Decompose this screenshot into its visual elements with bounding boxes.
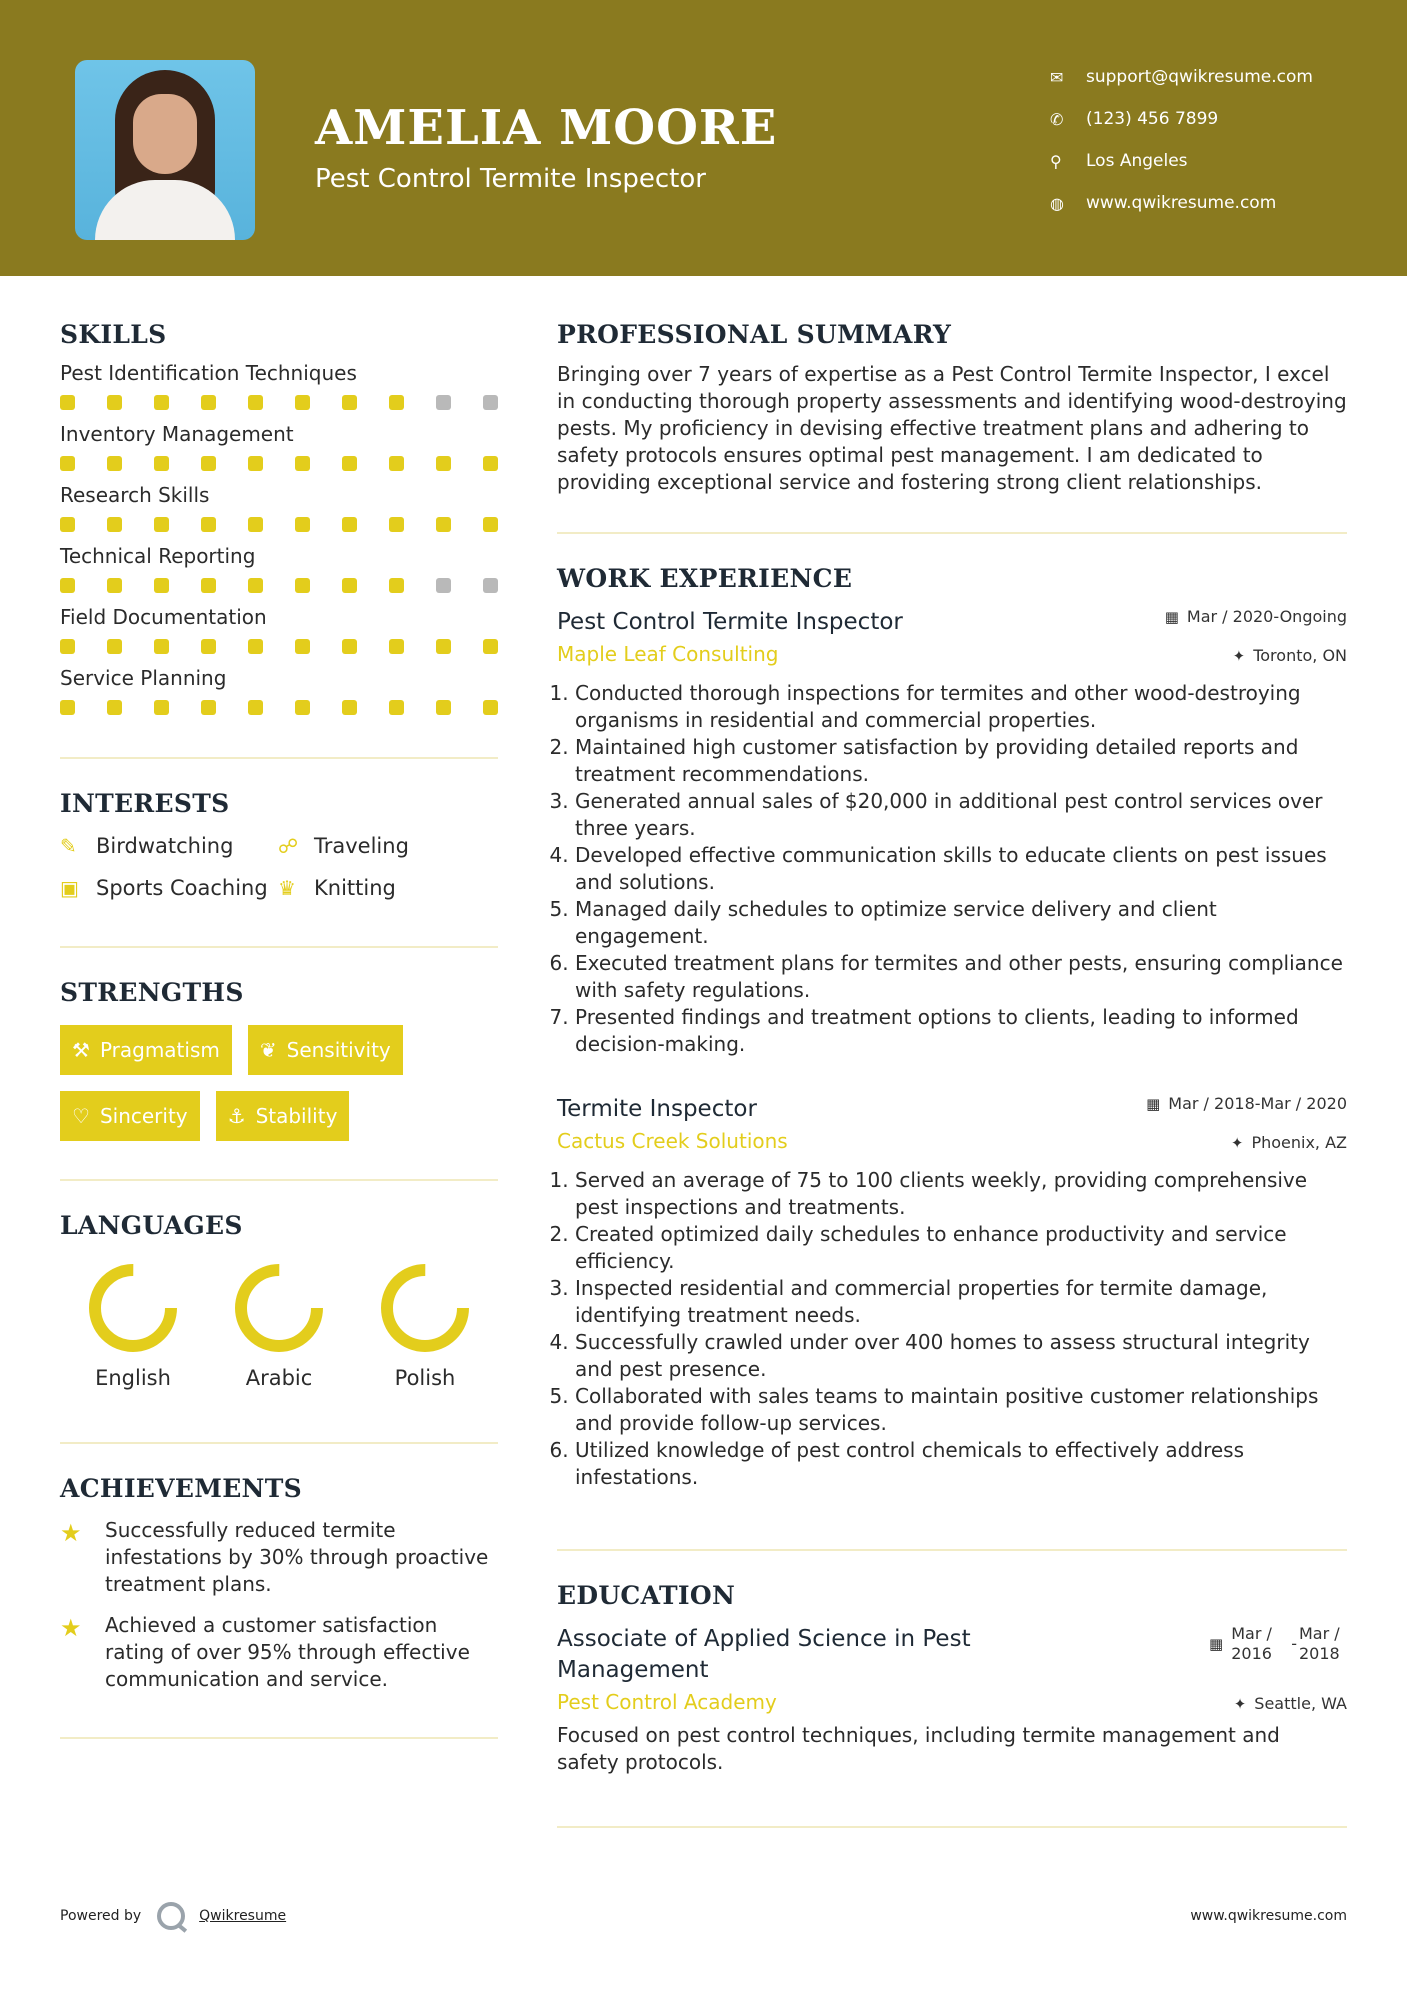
education-location <box>1234 1694 1347 1713</box>
skill-level-dot <box>248 700 263 715</box>
skill-level-dots <box>60 639 498 654</box>
interests-list <box>60 834 498 900</box>
skill-level-dot <box>295 700 310 715</box>
skill-level-dot <box>436 639 451 654</box>
resume-header <box>0 0 1407 276</box>
section-divider <box>60 1737 498 1739</box>
strength-label: Stability <box>255 1104 338 1128</box>
strengths-section <box>60 978 498 1141</box>
language-item <box>60 1260 206 1390</box>
job-location-text: Toronto, ON <box>1253 646 1347 665</box>
education-degree: Associate of Applied Science in Pest Management <box>557 1626 971 1683</box>
interest-label: Birdwatching <box>96 834 234 858</box>
skill-level-dot <box>483 456 498 471</box>
globe-icon: ◍ <box>1050 193 1064 213</box>
calendar-icon: ▦ <box>1164 607 1179 626</box>
skill-level-dot <box>342 639 357 654</box>
skill-level-dot <box>154 395 169 410</box>
skill-level-dots <box>60 517 498 532</box>
heart-icon: ♡ <box>72 1104 90 1128</box>
skill-level-dot <box>342 578 357 593</box>
summary-text: Bringing over 7 years of expertise as a Pest Control Termite Inspector, I excel in conducting thorough property assessments and identifying wood-destroying pests. My proficiency in devising effective treatment plans and adhering to safety protocols ensures optimal pest management. I am dedicated to providing exceptional service and fostering strong client relationships. <box>557 362 1347 494</box>
skill-level-dot <box>436 517 451 532</box>
job-dates-text: Mar / 2020-Ongoing <box>1186 607 1347 626</box>
skill-level-dot <box>60 456 75 471</box>
experience-section <box>557 564 1347 1491</box>
section-divider <box>557 1549 1347 1551</box>
skill-name: Service Planning <box>60 666 227 690</box>
pencil-square-icon: ✎ <box>60 834 77 858</box>
phone-icon: ✆ <box>1050 109 1064 129</box>
section-divider <box>60 757 498 759</box>
interest-label: Traveling <box>314 834 409 858</box>
strength-chip <box>248 1025 403 1075</box>
job-dates <box>1146 1094 1347 1113</box>
footer-url[interactable]: www.qwikresume.com <box>1190 1908 1347 1924</box>
powered-by <box>60 1902 286 1930</box>
skill-level-dot <box>436 578 451 593</box>
education-school: Pest Control Academy <box>557 1690 777 1714</box>
envelope-icon: ✉ <box>1050 67 1064 87</box>
binoculars-icon: ☍ <box>278 834 299 858</box>
skill-level-dot <box>248 456 263 471</box>
skill-item <box>60 605 498 654</box>
skill-name: Field Documentation <box>60 605 267 629</box>
job-duty: 5. Collaborated with sales teams to maintain positive customer relationships and provide follow-up services. <box>575 1383 1347 1437</box>
achievement-text: Successfully reduced termite infestations by 30% through proactive treatment plans. <box>105 1518 489 1596</box>
strength-chip <box>60 1025 232 1075</box>
profile-photo <box>75 60 255 240</box>
skill-level-dot <box>483 517 498 532</box>
contact-website-text: www.qwikresume.com <box>1086 193 1277 213</box>
interests-heading: INTERESTS <box>60 789 230 818</box>
skill-level-dot <box>483 700 498 715</box>
contact-website[interactable] <box>1050 182 1313 224</box>
achievement-text: Achieved a customer satisfaction rating of over 95% through effective communication and service. <box>105 1613 470 1691</box>
job-duty: 3. Generated annual sales of $20,000 in additional pest control services over three years. <box>575 788 1347 842</box>
skill-level-dot <box>248 639 263 654</box>
star-icon: ★ <box>60 1614 82 1642</box>
skill-level-dot <box>483 578 498 593</box>
language-level-arc <box>387 1270 463 1346</box>
job-dates <box>1165 607 1347 626</box>
interest-label: Knitting <box>314 876 396 900</box>
interest-item <box>60 876 278 900</box>
skill-level-dot <box>107 578 122 593</box>
skill-item <box>60 544 498 593</box>
education-school-row <box>557 1686 1347 1714</box>
skill-level-dot <box>154 639 169 654</box>
job-header-row <box>557 1094 1347 1125</box>
skill-item <box>60 666 498 715</box>
section-divider <box>60 1179 498 1181</box>
job-duty: 2. Maintained high customer satisfaction by providing detailed reports and treatment recommendations. <box>575 734 1347 788</box>
anchor-icon: ⚓ <box>227 1104 246 1128</box>
skills-heading: SKILLS <box>60 320 167 349</box>
job-duties <box>557 1167 1347 1491</box>
section-divider <box>60 946 498 948</box>
candidate-title: Pest Control Termite Inspector <box>315 164 706 194</box>
skill-level-dot <box>60 395 75 410</box>
job-duty: 6. Utilized knowledge of pest control chemicals to effectively address infestations. <box>575 1437 1347 1491</box>
education-section <box>557 1581 1347 1776</box>
skill-level-dots <box>60 395 498 410</box>
language-level-arc <box>241 1270 317 1346</box>
achievements-heading: ACHIEVEMENTS <box>60 1474 302 1503</box>
interest-item <box>278 834 498 858</box>
job-duties <box>557 680 1347 1058</box>
skill-level-dot <box>154 456 169 471</box>
skill-item <box>60 483 498 532</box>
language-level-arc <box>95 1270 171 1346</box>
star-icon: ★ <box>60 1519 82 1547</box>
education-date-start: Mar / 2016 <box>1231 1624 1272 1663</box>
skill-level-dot <box>389 517 404 532</box>
contact-email-text: support@qwikresume.com <box>1086 67 1313 87</box>
skill-level-dot <box>248 517 263 532</box>
skill-level-dots <box>60 456 498 471</box>
job-duty: 4. Successfully crawled under over 400 homes to assess structural integrity and pest presence. <box>575 1329 1347 1383</box>
job-duty: 6. Executed treatment plans for termites and other pests, ensuring compliance with safety regulations. <box>575 950 1347 1004</box>
skill-level-dot <box>342 517 357 532</box>
job-location <box>1231 1133 1347 1152</box>
education-location-text: Seattle, WA <box>1254 1694 1347 1713</box>
skill-level-dot <box>201 395 216 410</box>
skill-level-dot <box>60 700 75 715</box>
achievement-item <box>60 1517 498 1598</box>
skill-level-dot <box>107 517 122 532</box>
job-location-text: Phoenix, AZ <box>1251 1133 1347 1152</box>
skill-level-dot <box>201 456 216 471</box>
page-footer <box>60 1898 1347 1934</box>
leaf-icon: ❦ <box>259 1038 277 1062</box>
job-location <box>1233 646 1347 665</box>
skill-level-dot <box>154 578 169 593</box>
section-divider <box>60 1442 498 1444</box>
interest-item <box>60 834 278 858</box>
skill-item <box>60 361 498 410</box>
skill-level-dot <box>295 456 310 471</box>
skill-level-dot <box>436 395 451 410</box>
skill-level-dot <box>342 700 357 715</box>
languages-section <box>60 1211 498 1390</box>
skill-level-dot <box>483 395 498 410</box>
skill-level-dot <box>389 578 404 593</box>
language-name: English <box>95 1366 171 1390</box>
language-level-ring <box>231 1260 327 1356</box>
skill-level-dot <box>389 456 404 471</box>
briefcase-icon: ▣ <box>60 876 79 900</box>
right-column <box>557 320 1347 1828</box>
skill-name: Research Skills <box>60 483 210 507</box>
skills-list <box>60 361 498 715</box>
language-name: Arabic <box>245 1366 313 1390</box>
contact-phone-text: (123) 456 7899 <box>1086 109 1219 129</box>
languages-heading: LANGUAGES <box>60 1211 243 1240</box>
skill-level-dot <box>436 700 451 715</box>
contact-location <box>1050 140 1313 182</box>
skill-level-dot <box>248 395 263 410</box>
job-company-row <box>557 1125 1347 1153</box>
language-item <box>352 1260 498 1390</box>
pushpin-icon: ✦ <box>1233 1694 1247 1713</box>
left-column <box>60 320 498 1739</box>
job-duty: 5. Managed daily schedules to optimize service delivery and client engagement. <box>575 896 1347 950</box>
skill-level-dot <box>60 578 75 593</box>
skill-name: Pest Identification Techniques <box>60 361 357 385</box>
job-role: Pest Control Termite Inspector <box>557 609 903 635</box>
strength-chip <box>216 1091 350 1141</box>
photo-face <box>133 94 197 174</box>
skill-level-dot <box>389 639 404 654</box>
language-level-ring <box>377 1260 473 1356</box>
skill-level-dot <box>154 700 169 715</box>
section-divider <box>557 532 1347 534</box>
strength-label: Pragmatism <box>99 1038 220 1062</box>
skill-level-dots <box>60 700 498 715</box>
skill-level-dot <box>201 578 216 593</box>
skills-section <box>60 320 498 715</box>
powered-by-text: Powered by <box>60 1908 142 1924</box>
skill-level-dot <box>107 639 122 654</box>
skill-name: Inventory Management <box>60 422 294 446</box>
education-dates <box>1209 1624 1347 1664</box>
job-company-row <box>557 638 1347 666</box>
skill-level-dot <box>295 395 310 410</box>
interest-label: Sports Coaching <box>96 876 268 900</box>
job-dates-text: Mar / 2018-Mar / 2020 <box>1168 1094 1347 1113</box>
job-duty: 3. Inspected residential and commercial properties for termite damage, identifying treatment needs. <box>575 1275 1347 1329</box>
skill-level-dot <box>201 517 216 532</box>
education-heading: EDUCATION <box>557 1581 736 1610</box>
contact-list <box>1050 56 1313 224</box>
strength-chip <box>60 1091 200 1141</box>
brand-link[interactable]: Qwikresume <box>199 1908 287 1924</box>
contact-phone[interactable] <box>1050 98 1313 140</box>
education-entry <box>557 1624 1347 1776</box>
education-header-row <box>557 1624 1347 1686</box>
contact-email[interactable] <box>1050 56 1313 98</box>
skill-level-dot <box>342 395 357 410</box>
job-duty: 4. Developed effective communication skills to educate clients on pest issues and solutions. <box>575 842 1347 896</box>
experience-heading: WORK EXPERIENCE <box>557 564 853 593</box>
skill-level-dot <box>154 517 169 532</box>
interest-item <box>278 876 498 900</box>
skill-name: Technical Reporting <box>60 544 256 568</box>
education-date-end: Mar / 2018 <box>1299 1624 1340 1663</box>
language-name: Polish <box>394 1366 456 1390</box>
job-header-row <box>557 607 1347 638</box>
skill-level-dot <box>107 456 122 471</box>
strengths-heading: STRENGTHS <box>60 978 244 1007</box>
calendar-icon: ▦ <box>1146 1094 1161 1113</box>
job-duty: 7. Presented findings and treatment options to clients, leading to informed decision-making. <box>575 1004 1347 1058</box>
skill-level-dot <box>248 578 263 593</box>
qwikresume-logo-icon <box>157 1902 185 1930</box>
skill-level-dot <box>60 517 75 532</box>
job-duty: 1. Conducted thorough inspections for termites and other wood-destroying organisms in residential and commercial properties. <box>575 680 1347 734</box>
skill-level-dot <box>60 639 75 654</box>
skill-level-dot <box>107 700 122 715</box>
job-company: Maple Leaf Consulting <box>557 642 779 666</box>
skill-level-dot <box>389 395 404 410</box>
summary-section <box>557 320 1347 496</box>
job-company: Cactus Creek Solutions <box>557 1129 788 1153</box>
achievements-section <box>60 1474 498 1693</box>
interests-section <box>60 789 498 900</box>
summary-heading: PROFESSIONAL SUMMARY <box>557 320 952 349</box>
map-pin-icon: ⚲ <box>1050 151 1062 171</box>
education-description: Focused on pest control techniques, including termite management and safety protocols. <box>557 1723 1280 1774</box>
achievement-item <box>60 1612 498 1693</box>
skill-level-dot <box>436 456 451 471</box>
skill-level-dot <box>295 639 310 654</box>
job-entry <box>557 607 1347 1058</box>
skill-level-dot <box>389 700 404 715</box>
candidate-name: AMELIA MOORE <box>315 100 778 156</box>
job-duty: 2. Created optimized daily schedules to enhance productivity and service efficiency. <box>575 1221 1347 1275</box>
strength-label: Sensitivity <box>286 1038 391 1062</box>
skill-level-dot <box>483 639 498 654</box>
skill-level-dots <box>60 578 498 593</box>
skill-item <box>60 422 498 471</box>
strengths-list <box>60 1025 498 1141</box>
skill-level-dot <box>201 639 216 654</box>
skill-level-dot <box>295 578 310 593</box>
skill-level-dot <box>342 456 357 471</box>
pushpin-icon: ✦ <box>1230 1133 1244 1152</box>
language-level-ring <box>85 1260 181 1356</box>
calendar-icon: ▦ <box>1209 1635 1224 1653</box>
education-date-sep: - <box>1291 1634 1297 1653</box>
gavel-icon: ⚒ <box>72 1038 90 1062</box>
job-duty: 1. Served an average of 75 to 100 clients weekly, providing comprehensive pest inspections and treatments. <box>575 1167 1347 1221</box>
job-role: Termite Inspector <box>557 1096 757 1122</box>
languages-list <box>60 1260 498 1390</box>
skill-level-dot <box>107 395 122 410</box>
strength-label: Sincerity <box>99 1104 188 1128</box>
contact-location-text: Los Angeles <box>1086 151 1188 171</box>
skill-level-dot <box>295 517 310 532</box>
skill-level-dot <box>201 700 216 715</box>
language-item <box>206 1260 352 1390</box>
trophy-icon: ♛ <box>278 876 296 900</box>
job-entry <box>557 1094 1347 1491</box>
section-divider <box>557 1826 1347 1828</box>
pushpin-icon: ✦ <box>1232 646 1246 665</box>
